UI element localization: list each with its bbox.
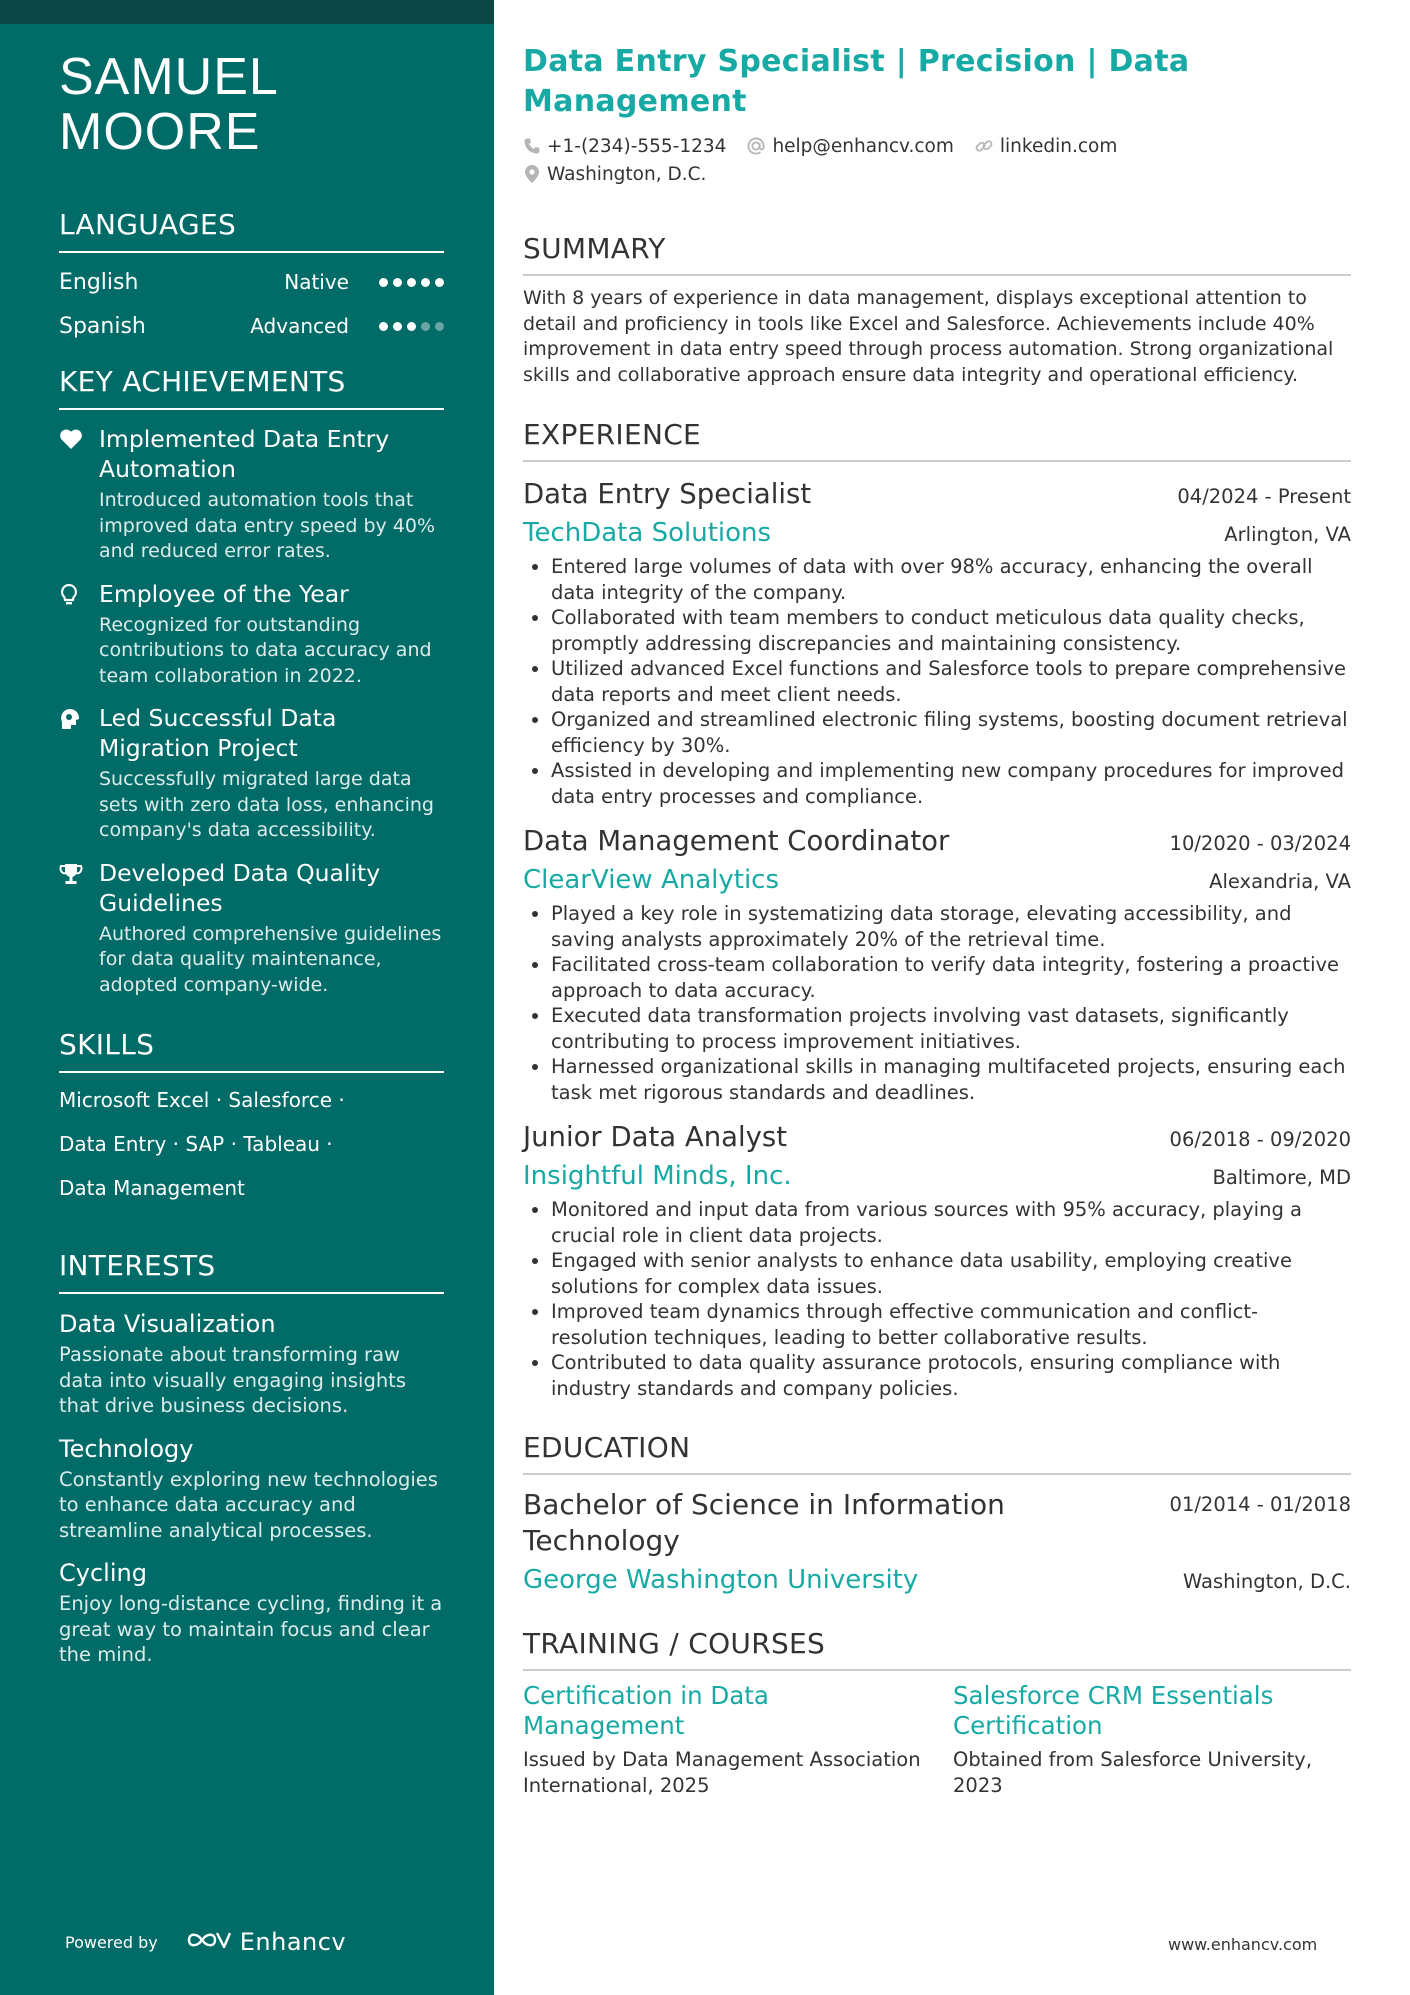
job-title: Data Management Coordinator: [523, 825, 950, 857]
brain-icon: [59, 703, 99, 844]
rating-dot-filled: [379, 322, 388, 331]
job-company: Insightful Minds, Inc.: [523, 1161, 792, 1191]
job-title: Junior Data Analyst: [523, 1121, 788, 1153]
achievement-item: [59, 858, 444, 999]
achievement-title: Implemented Data Entry Automation: [99, 425, 390, 483]
skills-heading: SKILLS: [59, 1028, 444, 1073]
languages-heading: LANGUAGES: [59, 208, 444, 253]
achievements-heading: KEY ACHIEVEMENTS: [59, 365, 444, 410]
job-entry: [523, 1119, 1351, 1401]
language-rating: [379, 322, 444, 331]
summary-heading: SUMMARY: [523, 232, 1351, 276]
contact-website[interactable]: [974, 136, 1117, 157]
achievement-desc: Introduced automation tools that improved data entry speed by 40% and reduced error rates.: [99, 489, 436, 562]
job-bullet: • Improved team dynamics through effective communication and conflict-resolution techniques, leading to better collaborative results.: [551, 1299, 1351, 1350]
website-text: linkedin.com: [999, 135, 1118, 157]
achievement-title: Led Successful Data Migration Project: [99, 704, 337, 762]
phone-icon: [523, 137, 541, 155]
job-bullet: • Assisted in developing and implementing new company procedures for improved data entry processes and compliance.: [551, 758, 1351, 809]
job-location: Baltimore, MD: [1212, 1166, 1351, 1189]
first-name: SAMUEL: [59, 48, 279, 106]
interest-title: Data Visualization: [59, 1310, 276, 1338]
lightbulb-icon: [59, 579, 99, 690]
training-item: [523, 1681, 921, 1799]
job-bullet: • Executed data transformation projects involving vast datasets, significantly contributing to process improvement initiatives.: [551, 1003, 1351, 1054]
candidate-name: [59, 50, 444, 160]
job-bullet: • Contributed to data quality assurance protocols, ensuring compliance with industry standards and company policies.: [551, 1350, 1351, 1401]
sidebar: [0, 0, 494, 1995]
powered-by-footer: [65, 1928, 346, 1956]
education-school: George Washington University: [523, 1565, 919, 1595]
language-level: Native: [284, 270, 349, 294]
achievement-desc: Successfully migrated large data sets with zero data loss, enhancing company's data accessibility.: [99, 768, 434, 841]
job-dates: 04/2024 - Present: [1177, 485, 1351, 508]
skills-line: Data Management: [59, 1176, 245, 1200]
main-content: [523, 42, 1351, 1799]
interest-desc: Enjoy long-distance cycling, finding it a great way to maintain focus and clear the mind.: [59, 1592, 443, 1666]
job-bullet: • Harnessed organizational skills in managing multifaceted projects, ensuring each task met rigorous standards and deadlines.: [551, 1054, 1351, 1105]
footer-website[interactable]: www.enhancv.com: [1168, 1935, 1318, 1954]
interest-title: Technology: [59, 1434, 194, 1463]
link-icon: [974, 136, 994, 156]
language-rating: [379, 278, 444, 287]
job-entry: [523, 476, 1351, 809]
job-company: TechData Solutions: [523, 518, 772, 548]
rating-dot-filled: [407, 278, 416, 287]
language-name: Spanish: [59, 313, 146, 339]
language-item: [59, 311, 444, 341]
contact-email[interactable]: [746, 136, 953, 157]
achievement-desc: Recognized for outstanding contributions to data accuracy and team collaboration in 2022.: [99, 613, 432, 687]
contact-phone[interactable]: [523, 136, 726, 157]
skills-line: Data Entry · SAP · Tableau ·: [59, 1132, 333, 1156]
job-bullet: • Monitored and input data from various sources with 95% accuracy, playing a crucial role in client data projects.: [551, 1197, 1351, 1248]
rating-dot-empty: [435, 322, 444, 331]
location-pin-icon: [523, 164, 541, 184]
rating-dot-filled: [379, 278, 388, 287]
summary-section: [523, 232, 1351, 388]
job-bullet: • Engaged with senior analysts to enhance data usability, employing creative solutions for complex data issues.: [551, 1248, 1351, 1299]
rating-dot-filled: [421, 278, 430, 287]
training-section: [523, 1627, 1351, 1799]
achievement-item: [59, 424, 444, 565]
skills-section: [59, 1028, 444, 1209]
last-name: MOORE: [59, 103, 261, 161]
job-bullet: • Facilitated cross-team collaboration to verify data integrity, fostering a proactive approach to data accuracy.: [551, 952, 1351, 1003]
heart-icon: [59, 424, 99, 565]
achievement-desc: Authored comprehensive guidelines for data quality maintenance, adopted company-wide.: [99, 922, 442, 996]
job-bullet: • Organized and streamlined electronic filing systems, boosting document retrieval efficiency by 30%.: [551, 707, 1351, 758]
job-bullets: [523, 1197, 1351, 1401]
job-bullets: [523, 554, 1351, 809]
rating-dot-filled: [435, 278, 444, 287]
achievements-section: [59, 365, 444, 998]
achievement-title: Employee of the Year: [99, 579, 349, 608]
interest-desc: Passionate about transforming raw data into visually engaging insights that drive business decisions.: [59, 1343, 406, 1417]
contact-info: [523, 132, 1351, 188]
interest-desc: Constantly exploring new technologies to enhance data accuracy and streamline analytical processes.: [59, 1467, 438, 1542]
job-company: ClearView Analytics: [523, 865, 780, 895]
languages-section: [59, 208, 444, 341]
interests-heading: INTERESTS: [59, 1249, 444, 1294]
education-dates: 01/2014 - 01/2018: [1169, 1493, 1351, 1516]
job-bullets: [523, 901, 1351, 1105]
language-item: [59, 267, 444, 297]
job-bullet: • Entered large volumes of data with over 98% accuracy, enhancing the overall data integrity of the company.: [551, 554, 1351, 605]
experience-heading: EXPERIENCE: [523, 418, 1351, 462]
education-section: [523, 1431, 1351, 1597]
sidebar-content: [59, 50, 444, 1668]
interest-item: [59, 1557, 444, 1668]
achievement-title: Developed Data Quality Guidelines: [99, 858, 381, 917]
headline: Data Entry Specialist | Precision | Data Management: [523, 44, 1190, 119]
job-bullet: • Collaborated with team members to conduct meticulous data quality checks, promptly addressing discrepancies and maintaining consistency.: [551, 605, 1351, 656]
summary-text: With 8 years of experience in data management, displays exceptional attention to detail and proficiency in tools like Excel and Salesforce. Achievements include 40% improvement in data entry speed through process automation. Strong organizational skills and collaborative approach ensure data integrity and operational efficiency.: [523, 287, 1334, 386]
rating-dot-filled: [393, 322, 402, 331]
skills-list: [59, 1079, 444, 1209]
training-title: Salesforce CRM Essentials Certification: [953, 1681, 1274, 1740]
interest-item: [59, 1308, 444, 1419]
achievement-item: [59, 579, 444, 690]
interests-section: [59, 1249, 444, 1668]
skills-line: Microsoft Excel · Salesforce ·: [59, 1088, 345, 1112]
job-location: Arlington, VA: [1224, 523, 1351, 546]
powered-by-label: Powered by: [65, 1932, 158, 1952]
education-degree: Bachelor of Science in Information Technology: [523, 1488, 1005, 1557]
language-level: Advanced: [250, 314, 349, 338]
education-heading: EDUCATION: [523, 1431, 1351, 1475]
training-desc: Issued by Data Management Association International, 2025: [523, 1748, 921, 1797]
training-item: [953, 1681, 1351, 1799]
interest-title: Cycling: [59, 1559, 147, 1587]
job-location: Alexandria, VA: [1209, 870, 1351, 893]
rating-dot-filled: [407, 322, 416, 331]
enhancv-brand[interactable]: Enhancv: [239, 1928, 347, 1956]
enhancv-logo-icon: [186, 1928, 232, 1956]
achievement-item: [59, 703, 444, 844]
job-bullet: • Played a key role in systematizing data storage, elevating accessibility, and saving analysts approximately 20% of the retrieval time.: [551, 901, 1351, 952]
location-text: Washington, D.C.: [547, 163, 707, 185]
experience-section: [523, 418, 1351, 1401]
phone-text: +1-(234)-555-1234: [547, 135, 727, 157]
training-heading: TRAINING / COURSES: [523, 1627, 1351, 1671]
training-title: Certification in Data Management: [523, 1681, 769, 1740]
job-bullet: • Utilized advanced Excel functions and Salesforce tools to prepare comprehensive data reports and meet client needs.: [551, 656, 1351, 707]
job-dates: 10/2020 - 03/2024: [1169, 832, 1351, 855]
at-icon: [746, 136, 766, 156]
contact-location: [523, 164, 706, 185]
job-dates: 06/2018 - 09/2020: [1169, 1128, 1351, 1151]
rating-dot-empty: [421, 322, 430, 331]
job-title: Data Entry Specialist: [523, 478, 812, 510]
language-name: English: [59, 269, 139, 295]
trophy-icon: [59, 858, 99, 999]
sidebar-top-band: [0, 0, 494, 24]
training-desc: Obtained from Salesforce University, 2023: [953, 1748, 1313, 1797]
rating-dot-filled: [393, 278, 402, 287]
interest-item: [59, 1433, 444, 1544]
email-text: help@enhancv.com: [772, 135, 954, 157]
job-entry: [523, 823, 1351, 1105]
education-location: Washington, D.C.: [1182, 1570, 1351, 1593]
